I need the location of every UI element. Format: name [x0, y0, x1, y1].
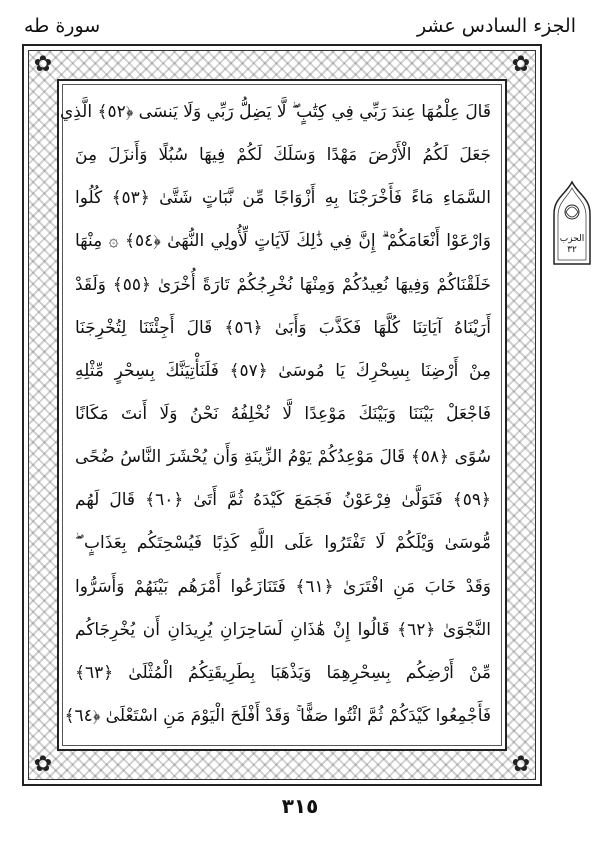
- text-line-4: وَارْعَوْا أَنْعَامَكُمْ ۗ إِنَّ فِي ذَٰلِكَ لَآيَاتٍ لِّأُولِي النُّهَىٰ ﴿٥٤﴾ ۞ مِنْهَا: [75, 231, 491, 252]
- corner-ornament-icon: ✿: [33, 752, 53, 777]
- text-line-3: السَّمَاءِ مَاءً فَأَخْرَجْنَا بِهِ أَزْوَاجًا مِّن نَّبَاتٍ شَتَّىٰ ﴿٥٣﴾ كُلُوا: [75, 188, 491, 209]
- surah-title: سورة طه: [24, 15, 101, 37]
- text-line-12: وَقَدْ خَابَ مَنِ افْتَرَىٰ ﴿٦١﴾ فَتَنَازَعُوا أَمْرَهُم بَيْنَهُمْ وَأَسَرُّوا: [75, 576, 491, 597]
- text-line-8: فَاجْعَلْ بَيْنَنَا وَبَيْنَكَ مَوْعِدًا لَّا نُخْلِفُهُ نَحْنُ وَلَا أَنتَ مَكَانًا: [75, 403, 491, 424]
- text-line-5: خَلَقْنَاكُمْ وَفِيهَا نُعِيدُكُمْ وَمِنْهَا نُخْرِجُكُمْ تَارَةً أُخْرَىٰ ﴿٥٥﴾ وَلَقَدْ: [75, 274, 491, 295]
- corner-ornament-icon: ✿: [511, 52, 531, 77]
- text-line-11: مُّوسَىٰ وَيْلَكُمْ لَا تَفْتَرُوا عَلَى اللَّهِ كَذِبًا فَيُسْحِتَكُم بِعَذَابٍ ۖ: [75, 533, 491, 554]
- page-number: ٣١٥: [281, 794, 319, 818]
- ornamental-border: [28, 50, 536, 780]
- juz-title: الجزء السادس عشر: [416, 15, 576, 37]
- text-line-15: فَأَجْمِعُوا كَيْدَكُمْ ثُمَّ ائْتُوا صَفًّا ۚ وَقَدْ أَفْلَحَ الْيَوْمَ مَنِ اسْتَعْلَىٰ ﴿٦٤﴾: [64, 705, 491, 726]
- text-line-13: النَّجْوَىٰ ﴿٦٢﴾ قَالُوا إِنْ هَٰذَانِ لَسَاحِرَانِ يُرِيدَانِ أَن يُخْرِجَاكُم: [75, 619, 491, 640]
- text-line-7: مِنْ أَرْضِنَا بِسِحْرِكَ يَا مُوسَىٰ ﴿٥٧﴾ فَلَنَأْتِيَنَّكَ بِسِحْرٍ مِّثْلِهِ: [75, 360, 491, 381]
- page-frame: [22, 44, 542, 786]
- page-header: [24, 10, 576, 42]
- hizb-ornament-icon: [552, 180, 592, 272]
- text-line-2: جَعَلَ لَكُمُ الْأَرْضَ مَهْدًا وَسَلَكَ لَكُمْ فِيهَا سُبُلًا وَأَنزَلَ مِنَ: [75, 145, 491, 166]
- text-line-14: مِّنْ أَرْضِكُم بِسِحْرِهِمَا وَيَذْهَبَا بِطَرِيقَتِكُمُ الْمُثْلَىٰ ﴿٦٣﴾: [75, 662, 491, 683]
- text-line-6: أَرَيْنَاهُ آيَاتِنَا كُلَّهَا فَكَذَّبَ وَأَبَىٰ ﴿٥٦﴾ قَالَ أَجِئْتَنَا لِتُخْرِجَنَا: [75, 317, 491, 338]
- text-line-9: سُوًى ﴿٥٨﴾ قَالَ مَوْعِدُكُمْ يَوْمُ الزِّينَةِ وَأَن يُحْشَرَ النَّاسُ ضُحًى: [75, 447, 492, 468]
- corner-ornament-icon: ✿: [511, 752, 531, 777]
- corner-ornament-icon: ✿: [33, 52, 53, 77]
- text-frame: [57, 79, 507, 751]
- hizb-marker: [552, 180, 592, 272]
- text-line-10: ﴿٥٩﴾ فَتَوَلَّىٰ فِرْعَوْنُ فَجَمَعَ كَيْدَهُ ثُمَّ أَتَىٰ ﴿٦٠﴾ قَالَ لَهُم: [75, 490, 491, 511]
- hizb-number: ٣٢: [567, 245, 577, 255]
- hizb-label: الحزب: [559, 234, 585, 244]
- quran-text-block: [59, 99, 492, 737]
- text-line-1: قَالَ عِلْمُهَا عِندَ رَبِّي فِي كِتَٰبٍ ۖ لَّا يَضِلُّ رَبِّي وَلَا يَنسَى ﴿٥٢﴾ الَّذِي: [59, 102, 491, 122]
